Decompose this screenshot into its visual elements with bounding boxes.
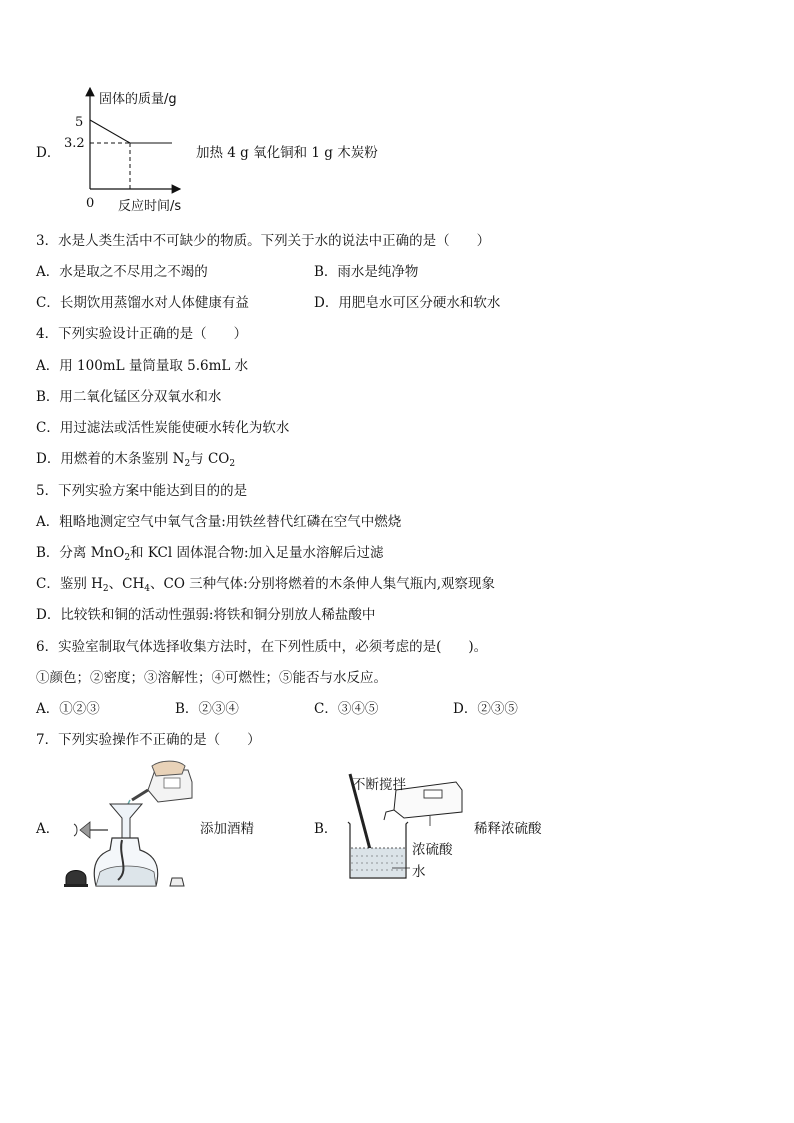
q7-option-a-label: A． [36, 821, 60, 837]
q6-stem: 6．实验室制取气体选择收集方法时，在下列性质中，必须考虑的是( )。 [36, 639, 488, 655]
q3-stem: 3．水是人类生活中不可缺少的物质。下列关于水的说法中正确的是（ ） [36, 233, 491, 249]
q7-option-b-caption: 稀释浓硫酸 [474, 821, 542, 837]
q6-option-d: D．②③⑤ [453, 701, 518, 717]
y-tick-3-2: 3.2 [64, 136, 85, 151]
q3-option-a: A．水是取之不尽用之不竭的 [36, 264, 208, 280]
q3-option-b: B．雨水是纯净物 [314, 264, 419, 280]
y-axis-label: 固体的质量/g [99, 92, 177, 107]
q6-properties: ①颜色；②密度；③溶解性；④可燃性；⑤能否与水反应。 [36, 670, 387, 686]
q4-option-b: B．用二氧化锰区分双氧水和水 [36, 389, 222, 405]
q5-option-d: D．比较铁和铜的活动性强弱:将铁和铜分别放人稀盐酸中 [36, 607, 376, 623]
y-tick-5: 5 [75, 115, 84, 130]
q4-option-d: D．用燃着的木条鉴别 $N_2$与 $CO_2$ [36, 451, 236, 469]
curve-descent [90, 120, 130, 143]
q3-option-d: D．用肥皂水可区分硬水和软水 [314, 295, 501, 311]
q5-option-a: A．粗略地测定空气中氧气含量:用铁丝替代红磷在空气中燃烧 [36, 514, 402, 530]
q6-option-a: A．①②③ [36, 701, 100, 717]
q5-stem: 5．下列实验方案中能达到目的的是 [36, 483, 248, 499]
q7-option-b-label: B． [314, 821, 338, 837]
option-d-label: D． [36, 145, 61, 161]
q4-option-c: C．用过滤法或活性炭能使硬水转化为软水 [36, 420, 290, 436]
q7-option-a-caption: 添加酒精 [200, 821, 254, 837]
q5-option-b: B．分离 MnO$_2$和 KCl 固体混合物:加入足量水溶解后过滤 [36, 545, 384, 563]
origin-label: 0 [86, 196, 95, 211]
q4-option-a: A．用 100mL 量筒量取 5.6mL 水 [36, 358, 249, 374]
x-axis-label: 反应时间/s [118, 199, 182, 214]
q7-stem: 7．下列实验操作不正确的是（ ） [36, 732, 261, 748]
stir-label: 不断搅拌 [352, 777, 406, 793]
concentrated-acid-label: 浓硫酸 [412, 842, 453, 858]
q6-option-b: B．②③④ [175, 701, 239, 717]
q3-option-c: C．长期饮用蒸馏水对人体健康有益 [36, 295, 249, 311]
alcohol-lamp-illustration [60, 760, 195, 895]
q4-stem: 4．下列实验设计正确的是（ ） [36, 326, 248, 342]
q5-option-c: C．鉴别 $H_2$、$CH_4$、CO 三种气体:分别将燃着的木条伸人集气瓶内,观察现象 [36, 576, 496, 594]
q6-option-c: C．③④⑤ [314, 701, 379, 717]
graph-caption: 加热 4 g 氧化铜和 1 g 木炭粉 [196, 145, 378, 161]
water-label: 水 [412, 864, 426, 880]
